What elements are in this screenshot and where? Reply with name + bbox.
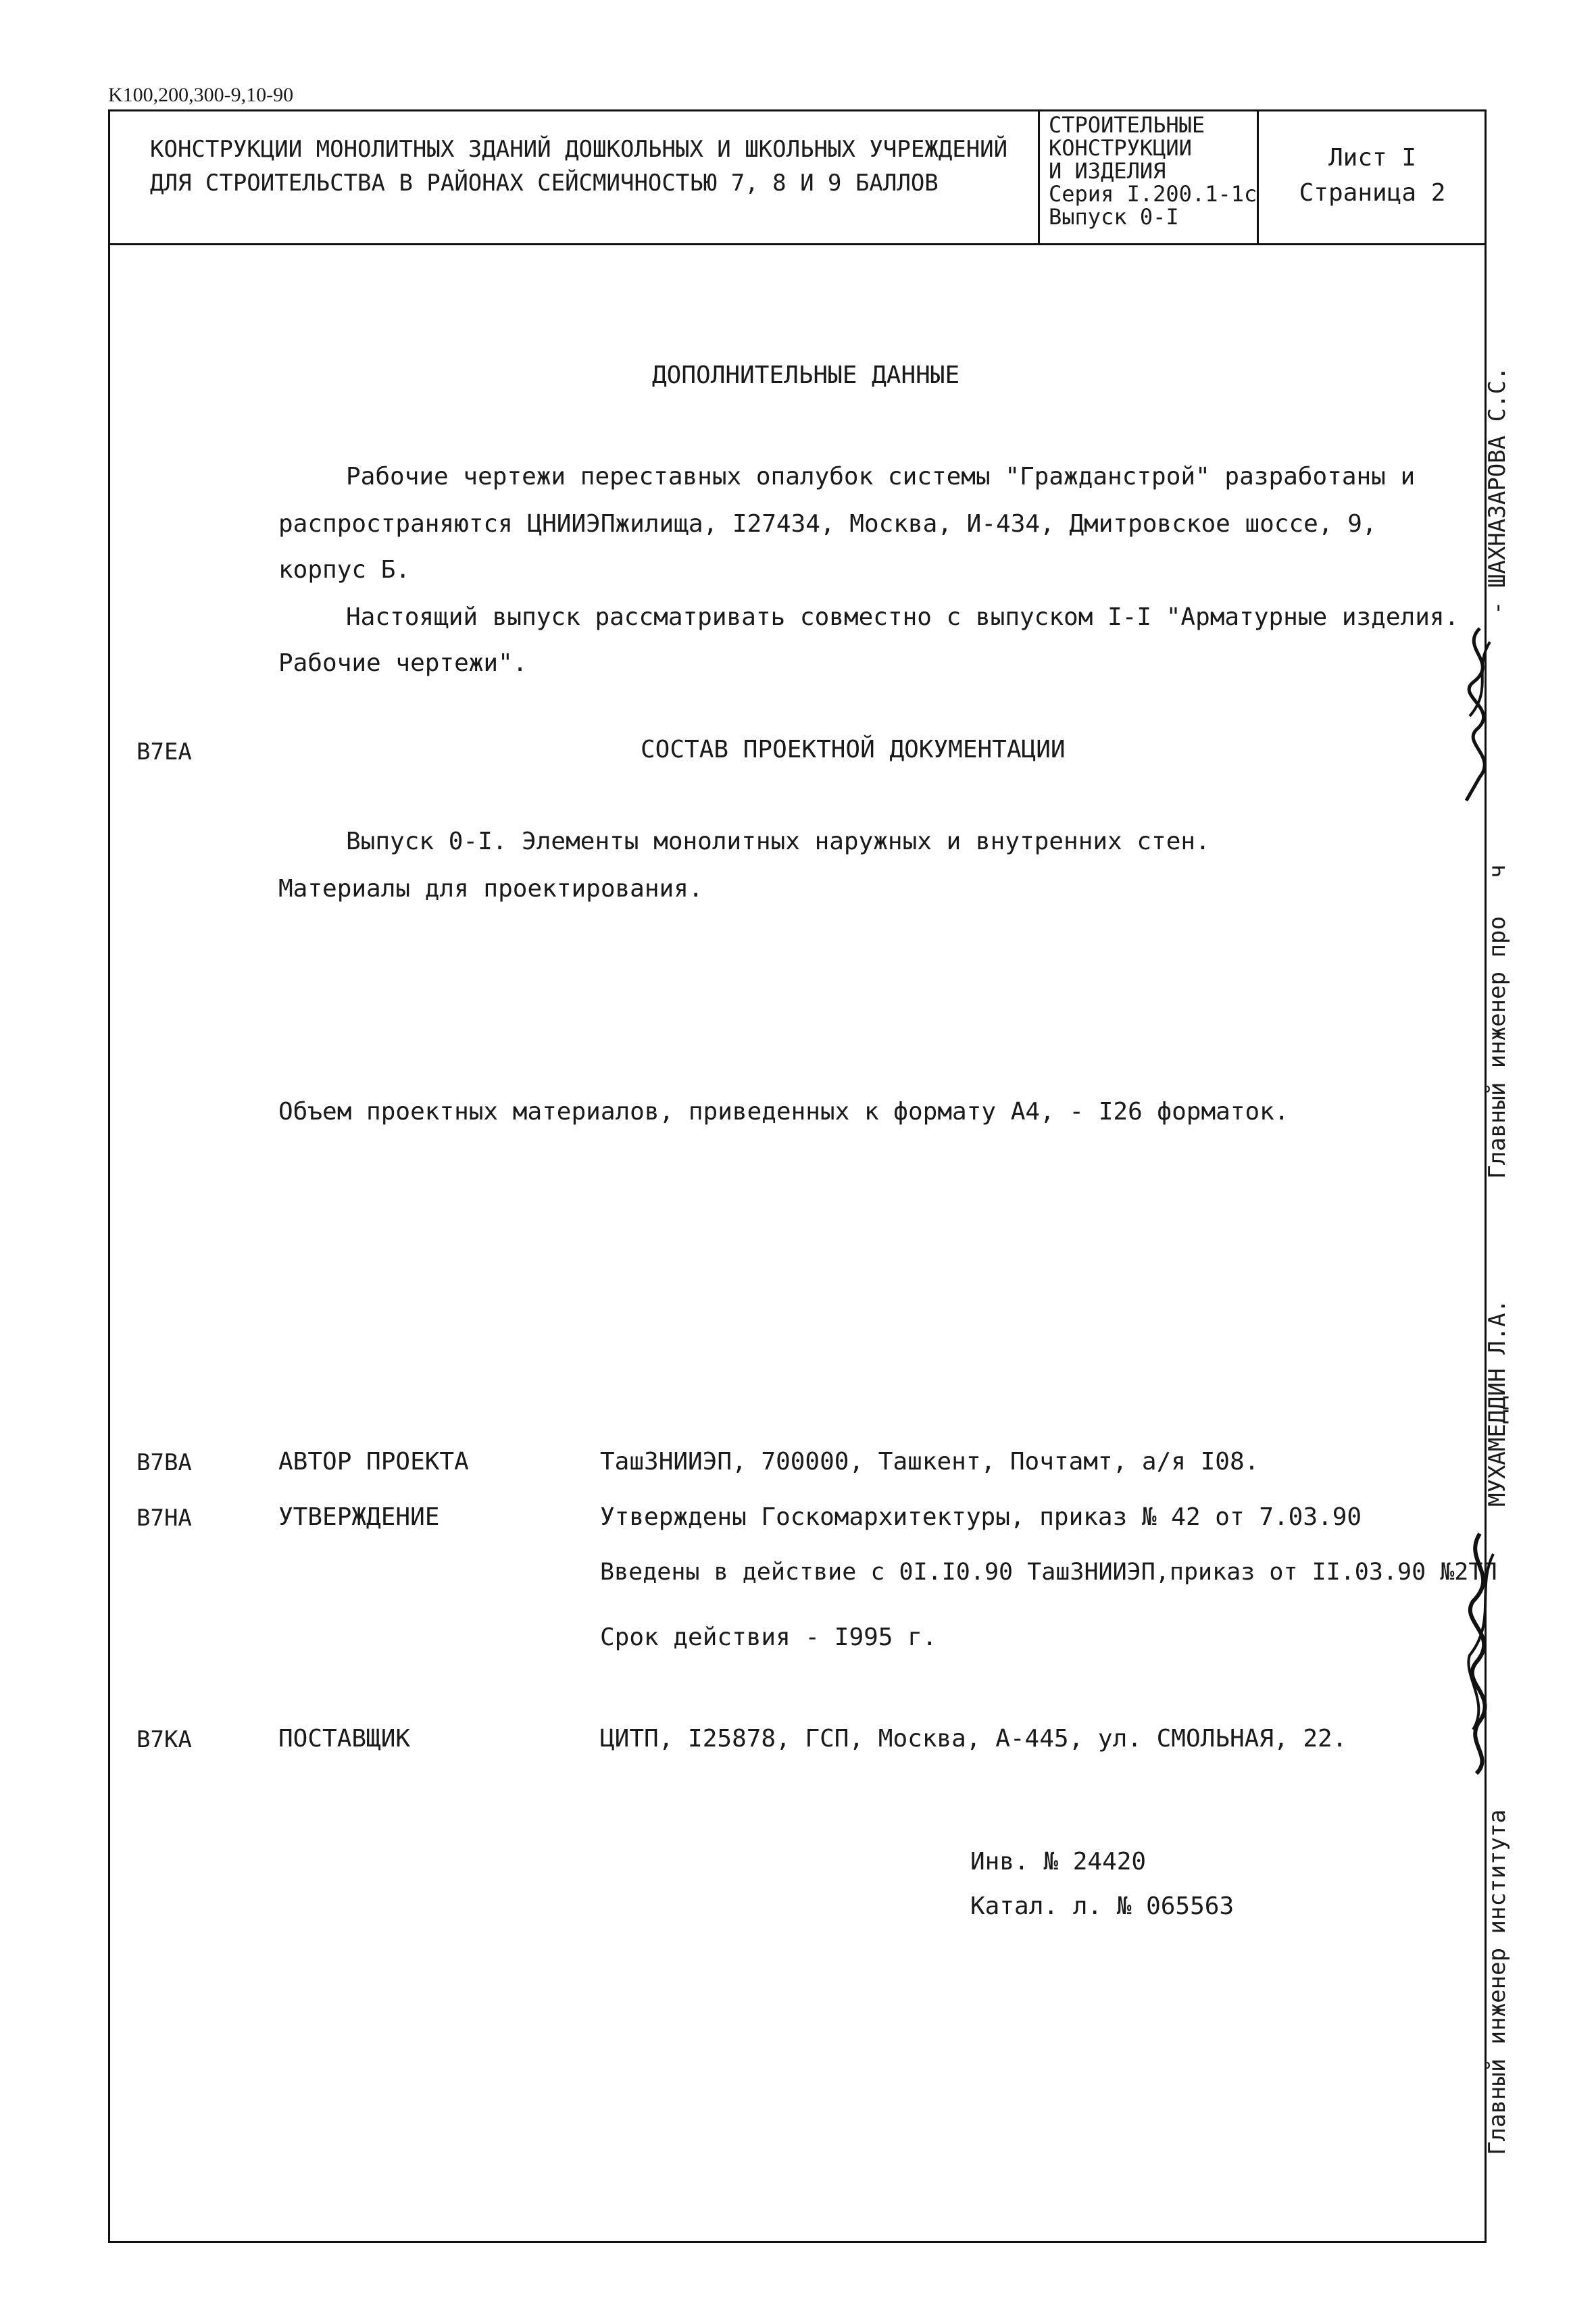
document-code: K100,200,300-9,10-90 <box>108 84 294 106</box>
paragraph-1-line-3: корпус Б. <box>278 556 411 584</box>
issue-description-line-2: Материалы для проектирования. <box>278 875 703 903</box>
signature-1 <box>1453 622 1507 804</box>
record-code: В7ВА <box>136 1449 192 1476</box>
record-value: Утверждены Госкомархитектуры, приказ № 42 от 7.03.90 <box>600 1503 1362 1531</box>
stamp-line-1: СТРОИТЕЛЬНЫЕ <box>1049 112 1205 138</box>
inventory-number: Инв. № 24420 <box>970 1848 1147 1876</box>
section-heading-documentation: СОСТАВ ПРОЕКТНОЙ ДОКУМЕНТАЦИИ <box>641 736 1066 763</box>
volume-statement: Объем проектных материалов, приведенных к формату А4, - I26 форматок. <box>278 1098 1289 1126</box>
signer-mark: ч <box>1484 864 1511 878</box>
record-code: В7КА <box>136 1726 192 1753</box>
signer-role-2: Главный инженер института <box>1484 1809 1511 2155</box>
header-divider-1 <box>1038 109 1040 243</box>
page-number: Страница 2 <box>1299 179 1446 207</box>
header-divider-2 <box>1257 109 1259 243</box>
record-value: Срок действия - I995 г. <box>600 1624 937 1651</box>
document-title-line-2: ДЛЯ СТРОИТЕЛЬСТВА В РАЙОНАХ СЕЙСМИЧНОСТЬЮ 7, 8 И 9 БАЛЛОВ <box>150 170 939 197</box>
issue-description-line-1: Выпуск 0-I. Элементы монолитных наружных и внутренних стен. <box>346 828 1210 855</box>
record-value: ТашЗНИИЭП, 700000, Ташкент, Почтамт, а/я I08. <box>600 1448 1260 1476</box>
page-frame <box>108 109 1487 2243</box>
paragraph-2-line-1: Настоящий выпуск рассматривать совместно с выпуском I-I "Арматурные изделия. <box>346 603 1460 631</box>
signer-dash: - <box>1484 601 1511 615</box>
paragraph-1-line-2: распространяются ЦНИИЭПжилища, I27434, Москва, И-434, Дмитровское шоссе, 9, <box>278 510 1377 538</box>
classification-code: В7ЕА <box>136 738 192 765</box>
record-value: ЦИТП, I25878, ГСП, Москва, А-445, ул. СМОЛЬНАЯ, 22. <box>600 1725 1347 1753</box>
stamp-line-2: КОНСТРУКЦИИ <box>1049 135 1192 161</box>
signer-name-1: ШАХНАЗАРОВА С.С. <box>1484 366 1511 588</box>
signer-name-2: МУХАМЕДДИН Л.А. <box>1484 1299 1511 1507</box>
record-label: АВТОР ПРОЕКТА <box>278 1448 469 1476</box>
issue-number: Выпуск 0-I <box>1049 204 1179 230</box>
series-number: Серия I.200.1-1с <box>1049 181 1257 207</box>
sheet-number: Лист I <box>1328 144 1417 172</box>
paragraph-1-line-1: Рабочие чертежи переставных опалубок системы "Гражданстрой" разработаны и <box>346 463 1416 491</box>
paragraph-2-line-2: Рабочие чертежи". <box>278 649 528 677</box>
signature-2 <box>1453 1527 1507 1777</box>
record-value: Введены в действие с 0I.I0.90 ТашЗНИИЭП,приказ от II.03.90 №2ТП <box>600 1559 1497 1586</box>
header-bottom-line <box>108 243 1487 245</box>
catalog-number: Катал. л. № 065563 <box>970 1892 1235 1920</box>
section-heading-additional-data: ДОПОЛНИТЕЛЬНЫЕ ДАННЫЕ <box>652 361 960 389</box>
record-code: В7НА <box>136 1505 192 1532</box>
stamp-line-3: И ИЗДЕЛИЯ <box>1049 158 1166 184</box>
signer-role-1: Главный инженер про <box>1484 916 1511 1179</box>
record-label: УТВЕРЖДЕНИЕ <box>278 1503 440 1531</box>
record-label: ПОСТАВЩИК <box>278 1725 411 1753</box>
document-title-line-1: КОНСТРУКЦИИ МОНОЛИТНЫХ ЗДАНИЙ ДОШКОЛЬНЫХ И ШКОЛЬНЫХ УЧРЕЖДЕНИЙ <box>150 136 1008 163</box>
